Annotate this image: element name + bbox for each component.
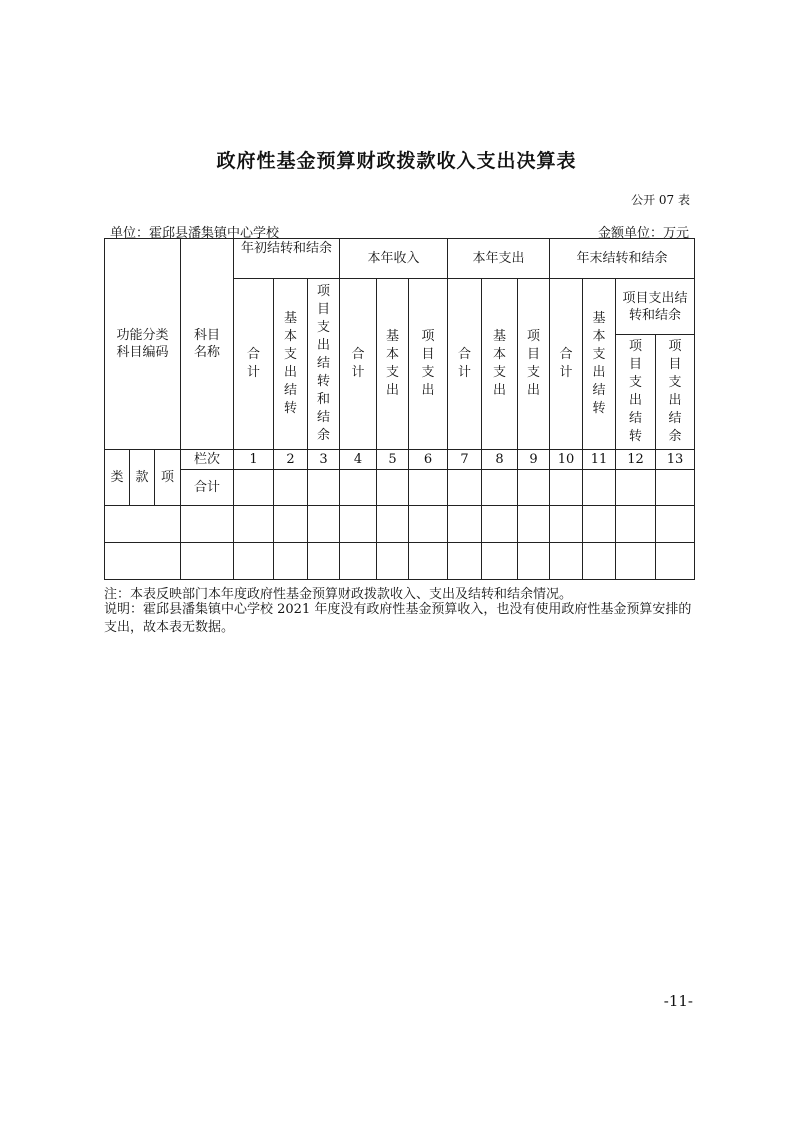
table-cell	[583, 470, 616, 506]
table-cell	[448, 543, 482, 580]
table-cell	[340, 506, 377, 543]
func-code-header: 功能分类科目编码	[105, 239, 181, 450]
table-cell	[308, 543, 340, 580]
begin-basic-header: 基本支出结转	[274, 279, 308, 450]
table-row	[105, 506, 695, 543]
column-number: 9	[518, 450, 550, 470]
kuan-header: 款	[130, 450, 155, 506]
group-begin-header: 年初结转和结余	[234, 239, 340, 279]
table-cell	[518, 506, 550, 543]
table-cell	[550, 506, 583, 543]
end-basic-header: 基本支出结转	[583, 279, 616, 450]
table-cell	[616, 506, 656, 543]
table-explanation: 说明：霍邱县潘集镇中心学校 2021 年度没有政府性基金预算收入，也没有使用政府性基金预算安排的支出，故本表无数据。	[104, 602, 692, 635]
table-cell	[482, 470, 518, 506]
table-cell	[550, 470, 583, 506]
table-cell	[377, 470, 409, 506]
column-number: 1	[234, 450, 274, 470]
table-cell	[482, 506, 518, 543]
table-cell	[448, 470, 482, 506]
table-cell	[409, 470, 448, 506]
table-cell	[550, 543, 583, 580]
begin-total-header: 合计	[234, 279, 274, 450]
end-project-group-header: 项目支出结转和结余	[616, 279, 695, 335]
table-cell	[616, 543, 656, 580]
table-cell	[308, 470, 340, 506]
group-expense-header: 本年支出	[448, 239, 550, 279]
table-cell	[234, 543, 274, 580]
table-cell	[274, 543, 308, 580]
table-cell	[656, 470, 695, 506]
column-number: 10	[550, 450, 583, 470]
table-cell	[518, 543, 550, 580]
form-number: 公开 07 表	[631, 193, 690, 207]
budget-table	[104, 238, 695, 580]
table-cell	[583, 543, 616, 580]
table-cell	[234, 470, 274, 506]
page-number: -11-	[663, 992, 693, 1010]
column-number: 12	[616, 450, 656, 470]
table-cell	[105, 506, 181, 543]
table-note: 注：本表反映部门本年度政府性基金预算财政拨款收入、支出及结转和结余情况。	[104, 587, 573, 602]
table-cell	[656, 506, 695, 543]
income-project-header: 项目支出	[409, 279, 448, 450]
column-number: 11	[583, 450, 616, 470]
table-cell	[409, 506, 448, 543]
column-number: 4	[340, 450, 377, 470]
begin-project-header: 项目支出结转和结余	[308, 279, 340, 450]
income-basic-header: 基本支出	[377, 279, 409, 450]
column-number: 5	[377, 450, 409, 470]
page-title: 政府性基金预算财政拨款收入支出决算表	[216, 150, 577, 172]
expense-total-header: 合计	[448, 279, 482, 450]
column-number: 2	[274, 450, 308, 470]
column-number: 7	[448, 450, 482, 470]
table-cell	[377, 543, 409, 580]
end-project-carry-header: 项目支出结转	[616, 335, 656, 450]
column-number: 13	[656, 450, 695, 470]
table-cell	[448, 506, 482, 543]
group-end-header: 年末结转和结余	[550, 239, 695, 279]
table-cell	[181, 506, 234, 543]
table-cell	[274, 470, 308, 506]
column-number: 3	[308, 450, 340, 470]
end-project-balance-header: 项目支出结余	[656, 335, 695, 450]
table-cell	[583, 506, 616, 543]
table-cell	[409, 543, 448, 580]
table-cell	[616, 470, 656, 506]
end-total-header: 合计	[550, 279, 583, 450]
subject-name-header: 科目名称	[181, 239, 234, 450]
income-total-header: 合计	[340, 279, 377, 450]
total-label-cell: 合计	[181, 470, 234, 506]
table-cell	[656, 543, 695, 580]
table-cell	[340, 470, 377, 506]
table-cell	[181, 543, 234, 580]
row-label-cell: 栏次	[181, 450, 234, 470]
table-cell	[274, 506, 308, 543]
table-cell	[377, 506, 409, 543]
expense-basic-header: 基本支出	[482, 279, 518, 450]
table-cell	[105, 543, 181, 580]
table-cell	[482, 543, 518, 580]
column-number: 6	[409, 450, 448, 470]
amount-unit-label: 金额单位：万元	[597, 226, 689, 241]
table-cell	[308, 506, 340, 543]
column-number: 8	[482, 450, 518, 470]
xiang-header: 项	[155, 450, 181, 506]
table-row	[105, 543, 695, 580]
lei-header: 类	[105, 450, 130, 506]
table-cell	[340, 543, 377, 580]
table-cell	[234, 506, 274, 543]
unit-label: 单位：霍邱县潘集镇中心学校	[110, 226, 280, 241]
expense-project-header: 项目支出	[518, 279, 550, 450]
group-income-header: 本年收入	[340, 239, 448, 279]
table-cell	[518, 470, 550, 506]
